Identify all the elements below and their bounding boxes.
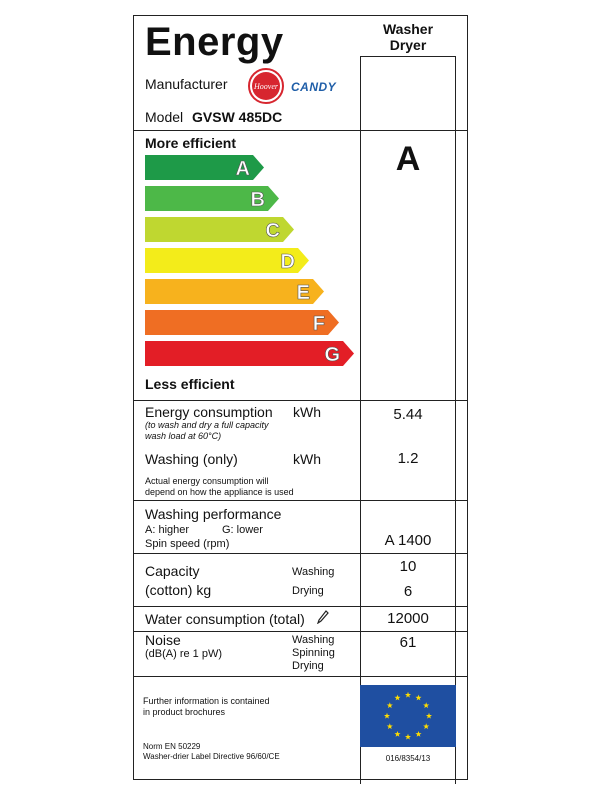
energy-value: 5.44 [393,406,423,423]
efficiency-bar-a [145,155,265,180]
column-title [360,21,456,53]
washing-only-label: Washing (only) [145,451,238,467]
label-code: 016/8354/13 [385,754,431,763]
model-value: GVSW 485DC [192,109,283,125]
candy-logo: CANDY [291,80,337,94]
column-title-line1: Washer [382,21,434,37]
capacity-washing-label: Washing [292,566,335,578]
consumption-note [145,476,294,498]
efficiency-bar-letter: A [235,158,250,180]
divider [133,553,468,554]
efficiency-bar-d [145,248,310,273]
efficiency-bar-g [145,341,355,366]
efficiency-bar-letter: G [324,344,340,366]
pencil-icon [317,610,329,629]
page-title: Energy [145,20,284,64]
model-label: Model [145,109,184,125]
divider [133,400,468,401]
capacity-drying-label: Drying [292,585,324,597]
hoover-logo [247,67,285,110]
washing-only-unit: kWh [293,451,321,467]
capacity-washing-value: 10 [399,558,417,575]
further-info-line2: in product brochures [143,707,226,717]
more-efficient-label: More efficient [145,135,237,151]
washing-only-value: 1.2 [397,450,419,467]
performance-higher: A: higher [145,524,190,536]
energy-note-line2: wash load at 60°C) [145,431,222,441]
column-title-line2: Dryer [389,37,427,53]
noise-drying-label: Drying [292,660,324,672]
efficiency-bar-e [145,279,325,304]
performance-value: A 1400 [384,532,432,549]
further-info-line1: Further information is contained [143,696,270,706]
manufacturer-label: Manufacturer [145,76,228,92]
energy-unit: kWh [293,404,321,420]
performance-lower: G: lower [222,524,263,536]
efficiency-bar-letter: E [296,282,310,304]
efficiency-bar-letter: F [312,313,325,335]
consumption-note-line2: depend on how the appliance is used [145,487,294,497]
divider [133,130,468,131]
divider [133,631,468,632]
divider [133,500,468,501]
capacity-label: Capacity [145,563,200,579]
energy-consumption-label: Energy consumption [145,404,273,420]
efficiency-bar-letter: C [265,220,280,242]
consumption-note-line1: Actual energy consumption will [145,476,269,486]
noise-washing-label: Washing [292,634,335,646]
spin-speed-label: Spin speed (rpm) [145,538,230,550]
divider [133,676,468,677]
divider [133,606,468,607]
norm-line1: Norm EN 50229 [143,742,201,751]
noise-spinning-label: Spinning [292,647,335,659]
svg-text:Hoover: Hoover [254,82,278,91]
water-consumption-label: Water consumption (total) [145,611,305,627]
norm-text [143,742,280,762]
capacity-drying-value: 6 [403,583,413,600]
norm-line2: Washer-drier Label Directive 96/60/CE [143,752,280,761]
noise-value: 61 [399,634,417,651]
washing-performance-label: Washing performance [145,506,282,522]
noise-label: Noise [145,632,181,648]
efficiency-bar-letter: B [250,189,265,211]
energy-rating: A [395,140,421,178]
further-info [143,696,270,718]
efficiency-bar-c [145,217,295,242]
water-consumption-value: 12000 [387,610,429,627]
efficiency-bar-f [145,310,340,335]
eu-flag [360,685,456,747]
less-efficient-label: Less efficient [145,376,235,392]
capacity-unit-label: (cotton) kg [145,582,212,598]
efficiency-bar-b [145,186,280,211]
energy-note-line1: (to wash and dry a full capacity [145,420,269,430]
efficiency-bar-letter: D [280,251,295,273]
noise-unit-label: (dB(A) re 1 pW) [145,648,223,660]
divider [360,56,456,57]
energy-note [145,420,269,442]
